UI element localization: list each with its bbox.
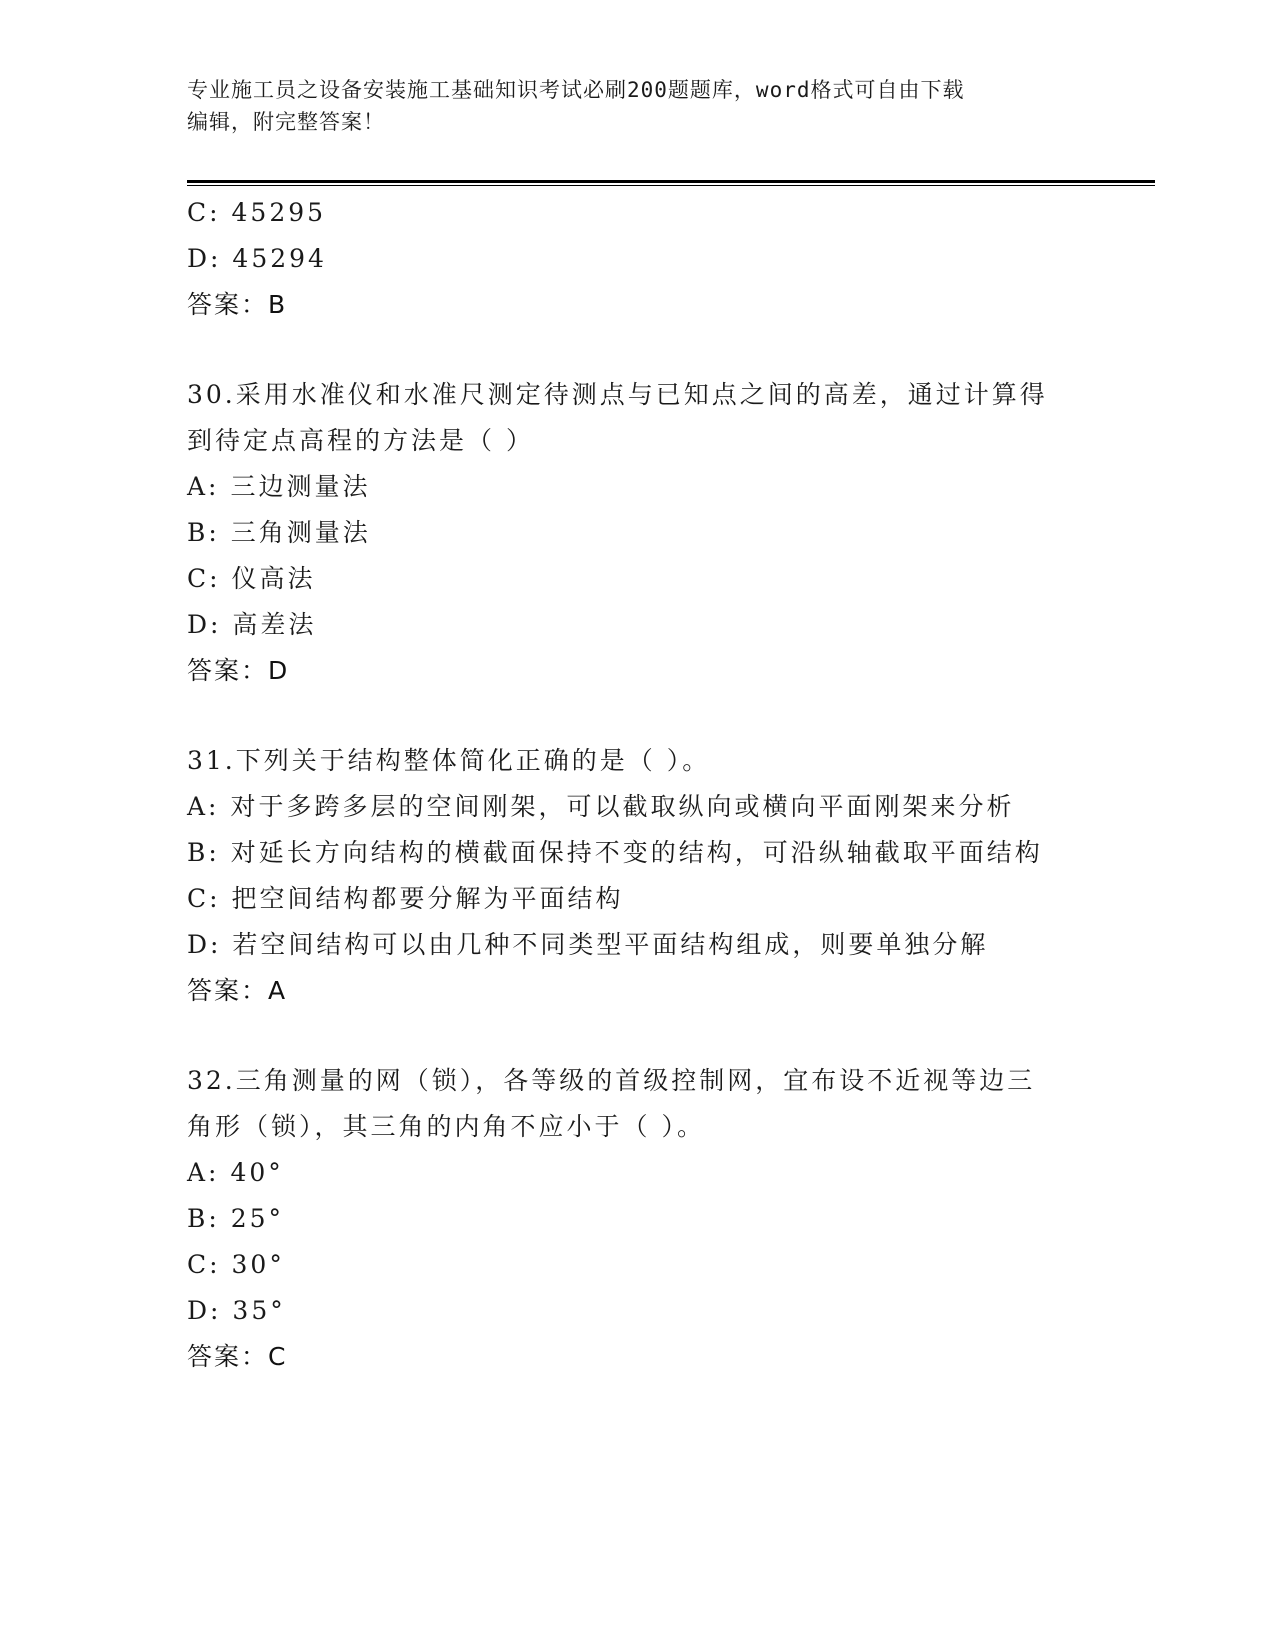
header-line-2: 编辑，附完整答案！: [187, 110, 385, 134]
option-text: 仪高法: [231, 564, 316, 593]
option-a: [187, 1150, 1087, 1196]
option-label: C:: [187, 198, 221, 227]
question-title-line: 角形（锁），其三角的内角不应小于（ ）。: [187, 1112, 705, 1141]
option-label: C:: [187, 1250, 221, 1279]
option-c: [187, 556, 1087, 602]
answer-line: [187, 282, 1087, 328]
question-32: [187, 1058, 1087, 1380]
answer-value: A: [268, 976, 288, 1005]
answer-line: [187, 968, 1087, 1014]
option-text: 30°: [231, 1250, 285, 1279]
option-text: 把空间结构都要分解为平面结构: [231, 884, 624, 913]
option-c: [187, 876, 1087, 922]
option-label: B:: [187, 518, 220, 547]
option-text: 25°: [230, 1204, 285, 1233]
question-title-line: 30.采用水准仪和水准尺测定待测点与已知点之间的高差，通过计算得: [187, 380, 1048, 409]
option-text: 三边测量法: [230, 472, 371, 501]
question-30: [187, 372, 1087, 694]
option-label: D:: [187, 610, 222, 639]
option-text: 40°: [230, 1158, 284, 1187]
option-label: D:: [187, 1296, 222, 1325]
option-label: C:: [187, 884, 221, 913]
option-c: [187, 1242, 1087, 1288]
option-text: 对延长方向结构的横截面保持不变的结构，可沿纵轴截取平面结构: [230, 838, 1043, 867]
option-text: 高差法: [232, 610, 317, 639]
answer-value: C: [268, 1342, 288, 1371]
option-label: D:: [187, 930, 222, 959]
previous-question-tail: [187, 190, 1087, 328]
page-header: [187, 74, 1067, 138]
option-b: [187, 830, 1087, 876]
option-a: [187, 464, 1087, 510]
option-b: [187, 510, 1087, 556]
option-c: [187, 190, 1087, 236]
question-title-line: 到待定点高程的方法是（ ）: [187, 426, 534, 455]
answer-label: 答案：: [187, 290, 269, 319]
option-text: 35°: [232, 1296, 286, 1325]
question-title-line: 31.下列关于结构整体简化正确的是（ ）。: [187, 746, 711, 775]
option-d: [187, 1288, 1087, 1334]
header-rule-thick: [187, 180, 1155, 183]
option-text: 45295: [231, 198, 327, 227]
answer-value: B: [268, 290, 288, 319]
question-content: [187, 190, 1087, 1380]
option-label: C:: [187, 564, 221, 593]
answer-value: D: [268, 656, 290, 685]
question-31: [187, 738, 1087, 1014]
option-text: 对于多跨多层的空间刚架，可以截取纵向或横向平面刚架来分析: [230, 792, 1015, 821]
option-text: 若空间结构可以由几种不同类型平面结构组成，则要单独分解: [232, 930, 989, 959]
answer-label: 答案：: [187, 976, 269, 1005]
option-d: [187, 236, 1087, 282]
header-line-1: 专业施工员之设备安装施工基础知识考试必刷200题题库，word格式可自由下载: [187, 78, 965, 102]
option-a: [187, 784, 1087, 830]
option-d: [187, 602, 1087, 648]
option-label: A:: [187, 792, 220, 821]
option-d: [187, 922, 1087, 968]
answer-line: [187, 1334, 1087, 1380]
option-label: D:: [187, 244, 222, 273]
option-label: A:: [187, 1158, 220, 1187]
answer-label: 答案：: [187, 656, 269, 685]
question-title-line: 32.三角测量的网（锁），各等级的首级控制网，宜布设不近视等边三: [187, 1066, 1036, 1095]
option-label: B:: [187, 838, 220, 867]
answer-label: 答案：: [187, 1342, 269, 1371]
option-label: B:: [187, 1204, 220, 1233]
header-rule-thin: [187, 185, 1155, 186]
option-text: 三角测量法: [230, 518, 371, 547]
answer-line: [187, 648, 1087, 694]
option-label: A:: [187, 472, 220, 501]
option-b: [187, 1196, 1087, 1242]
option-text: 45294: [232, 244, 327, 273]
